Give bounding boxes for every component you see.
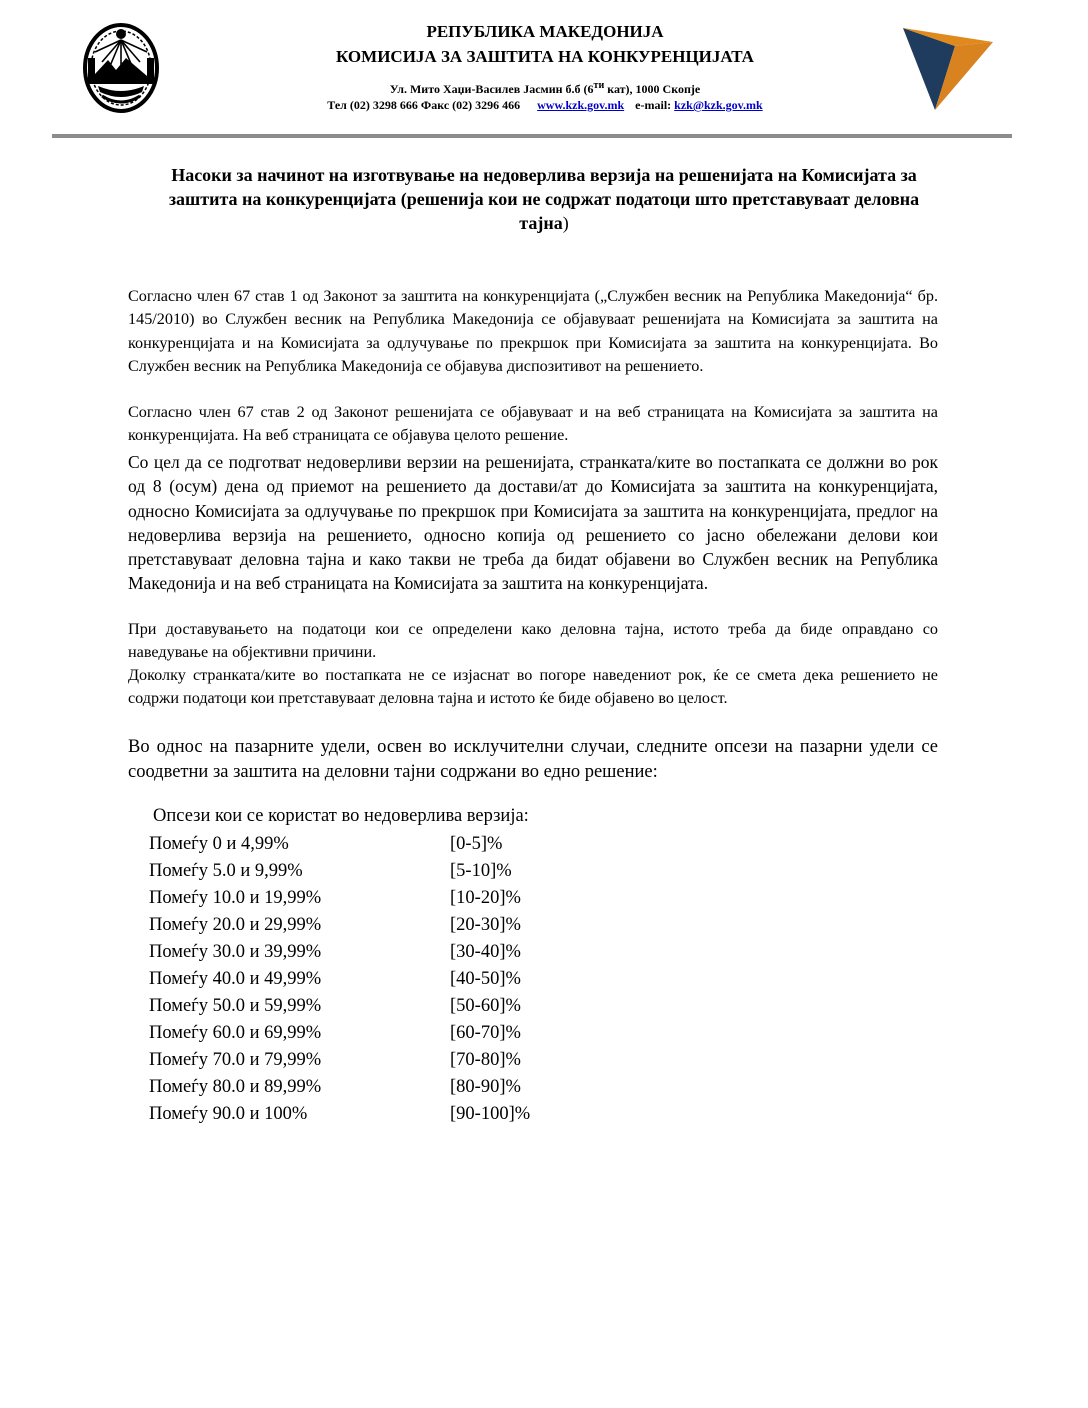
range-disclosed: [10-20]% bbox=[450, 888, 521, 908]
range-disclosed: [30-40]% bbox=[450, 942, 521, 962]
range-disclosed: [60-70]% bbox=[450, 1023, 521, 1043]
range-actual: Помеѓу 60.0 и 69,99% bbox=[149, 1023, 322, 1043]
range-row bbox=[149, 912, 569, 939]
range-row bbox=[149, 1047, 569, 1074]
website-link[interactable]: www.kzk.gov.mk bbox=[537, 98, 625, 112]
email-label: e-mail: bbox=[635, 98, 672, 112]
range-disclosed: [90-100]% bbox=[450, 1104, 531, 1124]
range-actual: Помеѓу 90.0 и 100% bbox=[149, 1104, 308, 1124]
range-actual: Помеѓу 50.0 и 59,99% bbox=[149, 996, 322, 1016]
range-row bbox=[149, 1074, 569, 1101]
paragraph-justification: При доставувањето на податоци кои се определени како деловна тајна, истото треба да биде оправдано со наведување на објективни причини. bbox=[128, 620, 938, 662]
range-disclosed: [5-10]% bbox=[450, 861, 512, 881]
email-link[interactable]: kzk@kzk.gov.mk bbox=[674, 98, 763, 112]
range-actual: Помеѓу 30.0 и 39,99% bbox=[149, 942, 322, 962]
range-disclosed: [70-80]% bbox=[450, 1050, 521, 1070]
header-contact bbox=[230, 98, 860, 113]
commission-triangle-logo-icon bbox=[895, 20, 1013, 112]
paragraph-nonconfidential-proposal: Со цел да се подготват недоверливи верзии на решенијата, странката/ките во постапката се должни во рок од 8 (осум) дена од приемот на решението да достави/ат до Комисијата за заштита на конкуренцијата, односно Комисијата за одлучување по прекршок при Комисијата за заштита на конкуренцијата, предлог на недоверлива верзија на решението, односно копија од решението со јасно обележани делови кои претставуваат деловна тајна и како такви не треба да бидат објавени во Службен весник на Република Македонија и на веб страницата на Комисијата за заштита на конкуренцијата. bbox=[128, 452, 938, 594]
address-before: Ул. Мито Хаџи-Василев Јасмин б.б (6 bbox=[389, 82, 594, 96]
range-actual: Помеѓу 80.0 и 89,99% bbox=[149, 1077, 322, 1097]
phone-fax: Тел (02) 3298 666 Факс (02) 3296 466 bbox=[327, 98, 521, 112]
header-address bbox=[230, 80, 860, 97]
range-actual: Помеѓу 40.0 и 49,99% bbox=[149, 969, 322, 989]
address-floor-suffix: ти bbox=[593, 80, 605, 91]
range-row bbox=[149, 1020, 569, 1047]
paragraph-deadline-consequence: Доколку странката/ките во постапката не се изјаснат во погоре наведениот рок, ќе се смета дека решението не содржи податоци кои претставуваат деловна тајна и истото ќе биде објавено во целост. bbox=[128, 666, 938, 708]
range-row bbox=[149, 966, 569, 993]
range-row bbox=[149, 939, 569, 966]
ranges-list bbox=[149, 831, 569, 1128]
range-disclosed: [50-60]% bbox=[450, 996, 521, 1016]
range-actual: Помеѓу 5.0 и 9,99% bbox=[149, 861, 303, 881]
range-row bbox=[149, 831, 569, 858]
header-commission: КОМИСИЈА ЗА ЗАШТИТА НА КОНКУРЕНЦИЈАТА bbox=[336, 47, 754, 66]
range-disclosed: [20-30]% bbox=[450, 915, 521, 935]
coat-of-arms-icon bbox=[80, 18, 162, 114]
range-disclosed: [0-5]% bbox=[450, 834, 503, 854]
range-row bbox=[149, 993, 569, 1020]
range-disclosed: [80-90]% bbox=[450, 1077, 521, 1097]
paragraph-market-shares: Во однос на пазарните удели, освен во исклучителни случаи, следните опсези на пазарни удели се соодветни за заштита на деловни тајни содржани во едно решение: bbox=[128, 737, 938, 782]
header-country: РЕПУБЛИКА МАКЕДОНИЈА bbox=[426, 22, 664, 41]
paragraph-publication-web: Согласно член 67 став 2 од Законот решенијата се објавуваат и на веб страницата на Комисијата за заштита на конкуренцијата. На веб страницата се објавува целото решение. bbox=[128, 403, 938, 445]
range-row bbox=[149, 1101, 569, 1128]
range-row bbox=[149, 858, 569, 885]
range-actual: Помеѓу 10.0 и 19,99% bbox=[149, 888, 322, 908]
ranges-heading: Опсези кои се користат во недоверлива верзија: bbox=[153, 806, 529, 826]
range-actual: Помеѓу 0 и 4,99% bbox=[149, 834, 289, 854]
range-disclosed: [40-50]% bbox=[450, 969, 521, 989]
range-actual: Помеѓу 70.0 и 79,99% bbox=[149, 1050, 322, 1070]
range-actual: Помеѓу 20.0 и 29,99% bbox=[149, 915, 322, 935]
document-title bbox=[150, 163, 938, 235]
paragraph-publication-gazette: Согласно член 67 став 1 од Законот за заштита на конкуренцијата („Службен весник на Република Македонија“ бр. 145/2010) во Службен весник на Република Македонија се објавуваат решенијата на Комисијата за заштита на конкуренцијата и на Комисијата за одлучување по прекршок при Комисијата за заштита на конкуренцијата. Во Службен весник на Република Македонија се објавува диспозитивот на решението. bbox=[128, 287, 938, 375]
address-after: кат), 1000 Скопје bbox=[604, 82, 701, 96]
title-text: Насоки за начинот на изготвување на недоверлива верзија на решенијата на Комисијата за заштита на конкуренцијата (решенија кои не содржат податоци што претставуваат деловна тајна bbox=[168, 165, 920, 233]
range-row bbox=[149, 885, 569, 912]
title-tail: ) bbox=[562, 213, 569, 233]
header-divider bbox=[52, 134, 1012, 138]
